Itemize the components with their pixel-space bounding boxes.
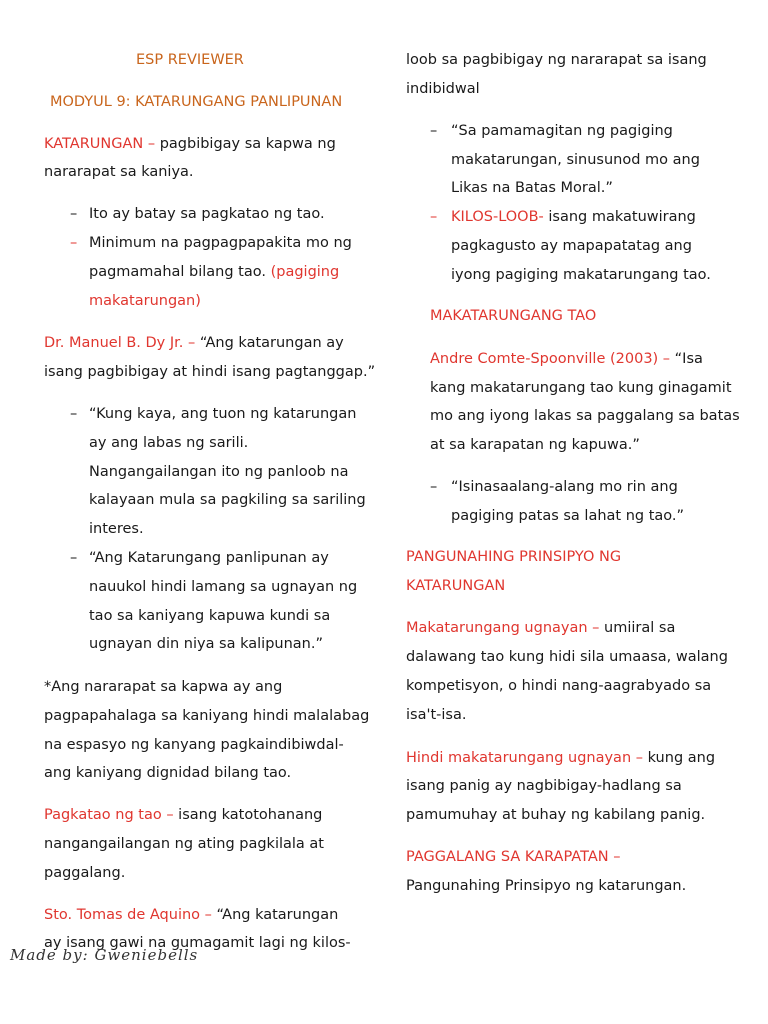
paggalang-heading: PAGGALANG SA KARAPATAN – [406,849,621,865]
pagkatao-term: Pagkatao ng tao – [44,807,174,823]
aquino-line2: ay isang gawi na gumagamit lagi ng kilos- [44,935,351,951]
continued-text: loob sa pagbibigay ng nararapat sa isang [406,52,707,68]
bullet-dash: – [430,123,438,139]
hindi-ugnayan-line: isang panig ay nagbibigay-hadlang sa [406,778,682,794]
bullet-dash: – [70,235,78,251]
bullet-text: iyong pagiging makatarungang tao. [451,267,711,283]
comte-line: mo ang iyong lakas sa paggalang sa batas [430,408,740,424]
bullet-dash: – [430,479,438,495]
aquino-term: Sto. Tomas de Aquino – [44,907,212,923]
bullet-text: makatarungan, sinusunod mo ang [451,152,700,168]
pagkatao-line2: nangangailangan ng ating pagkilala at [44,836,324,852]
bullet-text: “Ang Katarungang panlipunan ay [89,550,329,566]
bullet-text: Nangangailangan ito ng panloob na [89,464,349,480]
bullet-text: interes. [89,521,144,537]
prinsipyo-heading-line2: KATARUNGAN [406,578,506,594]
document-title: ESP REVIEWER [136,52,244,68]
bullet-text: pagkagusto ay mapapatatag ang [451,238,692,254]
bullet-dash: – [430,209,438,225]
hindi-ugnayan-line1: Hindi makatarungang ugnayan – kung ang [406,750,716,766]
module-heading: MODYUL 9: KATARUNGANG PANLIPUNAN [50,94,343,110]
bullet-text: “Kung kaya, ang tuon ng katarungan [89,406,357,422]
pagkatao-line3: paggalang. [44,865,126,881]
katarungan-term: KATARUNGAN – [44,136,156,152]
bullet-text: pagiging patas sa lahat ng tao.” [451,508,685,524]
kilos-loob-term: KILOS-LOOB- [451,209,544,225]
bullet-text: Minimum na pagpagpapakita mo ng [89,235,352,251]
bullet-text: kalayaan mula sa pagkiling sa sariling [89,492,366,508]
note-text: na espasyo ng kanyang pagkaindibiwdal- [44,737,344,753]
ugnayan-line: dalawang tao kung hidi sila umaasa, walang [406,649,728,665]
bullet-text: Likas na Batas Moral.” [451,180,613,196]
bullet-text: ay ang labas ng sarili. [89,435,249,451]
bullet-text: tao sa kaniyang kapuwa kundi sa [89,608,331,624]
hindi-ugnayan-line: pamumuhay at buhay ng kabilang panig. [406,807,706,823]
dy-quote-line1: Dr. Manuel B. Dy Jr. – “Ang katarungan ay [44,335,344,351]
pagkatao-line1: Pagkatao ng tao – isang katotohanang [44,807,323,823]
signature-text: Made by: Gweniebells [10,946,199,964]
bullet-dash: – [70,406,78,422]
note-text: *Ang nararapat sa kapwa ay ang [44,679,283,695]
bullet-text: “Isinasaalang-alang mo rin ang [451,479,678,495]
comte-line1: Andre Comte-Spoonville (2003) – “Isa [430,351,703,367]
makatarungang-ugnayan-term: Makatarungang ugnayan – [406,620,600,636]
bullet-text: Ito ay batay sa pagkatao ng tao. [89,206,325,222]
bullet-text: makatarungan) [89,293,201,309]
bullet-text: KILOS-LOOB- isang makatuwirang [451,209,696,225]
bullet-dash: – [70,206,78,222]
prinsipyo-heading-line1: PANGUNAHING PRINSIPYO NG [406,549,622,565]
note-text: ang kaniyang dignidad bilang tao. [44,765,292,781]
aquino-line1: Sto. Tomas de Aquino – “Ang katarungan [44,907,339,923]
makatarungang-tao-heading: MAKATARUNGANG TAO [430,308,597,324]
bullet-text: “Sa pamamagitan ng pagiging [451,123,673,139]
katarungan-def-line2: nararapat sa kaniya. [44,164,194,180]
comte-term: Andre Comte-Spoonville (2003) – [430,351,671,367]
bullet-dash: – [70,550,78,566]
comte-line: at sa karapatan ng kapuwa.” [430,437,640,453]
katarungan-def-line1: KATARUNGAN – pagbibigay sa kapwa ng [44,136,336,152]
bullet-text: ugnayan din niya sa kalipunan.” [89,636,323,652]
hindi-ugnayan-term: Hindi makatarungang ugnayan – [406,750,643,766]
ugnayan-line1: Makatarungang ugnayan – umiiral sa [406,620,676,636]
bullet-text: pagmamahal bilang tao. (pagiging [89,264,340,280]
dy-name: Dr. Manuel B. Dy Jr. – [44,335,196,351]
paggalang-line: Pangunahing Prinsipyo ng katarungan. [406,878,687,894]
comte-line: kang makatarungang tao kung ginagamit [430,380,732,396]
bullet-text: nauukol hindi lamang sa ugnayan ng [89,579,358,595]
ugnayan-line: kompetisyon, o hindi nang-aagrabyado sa [406,678,712,694]
ugnayan-line: isa't-isa. [406,707,467,723]
continued-text: indibidwal [406,81,480,97]
dy-quote-line2: isang pagbibigay at hindi isang pagtanggap.” [44,364,376,380]
note-text: pagpapahalaga sa kaniyang hindi malalabag [44,708,370,724]
